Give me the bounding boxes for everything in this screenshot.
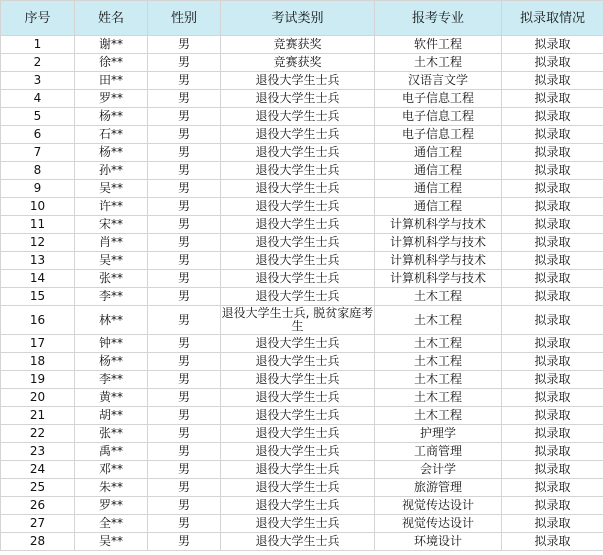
cell-index: 28 xyxy=(1,533,75,551)
cell-name: 林** xyxy=(75,306,148,335)
header-major: 报考专业 xyxy=(375,1,502,36)
cell-gender: 男 xyxy=(148,90,221,108)
table-header xyxy=(1,1,603,36)
cell-exam-category: 退役大学生士兵 xyxy=(221,198,375,216)
cell-exam-category: 退役大学生士兵, 脱贫家庭考生 xyxy=(221,306,374,333)
cell-major: 护理学 xyxy=(375,425,502,443)
cell-index: 24 xyxy=(1,461,75,479)
cell-exam-category: 退役大学生士兵 xyxy=(221,252,375,270)
cell-gender: 男 xyxy=(148,126,221,144)
cell-exam-category: 退役大学生士兵 xyxy=(221,90,375,108)
cell-major: 计算机科学与技术 xyxy=(375,234,502,252)
cell-major: 计算机科学与技术 xyxy=(375,216,502,234)
cell-exam-category: 退役大学生士兵 xyxy=(221,216,375,234)
cell-index: 16 xyxy=(1,306,75,335)
cell-gender: 男 xyxy=(148,198,221,216)
header-admission-status: 拟录取情况 xyxy=(502,1,603,36)
cell-major: 土木工程 xyxy=(375,389,502,407)
table-row xyxy=(1,425,603,443)
cell-gender: 男 xyxy=(148,54,221,72)
cell-admission-status: 拟录取 xyxy=(502,497,603,515)
cell-major: 计算机科学与技术 xyxy=(375,252,502,270)
cell-gender: 男 xyxy=(148,180,221,198)
cell-index: 9 xyxy=(1,180,75,198)
table-row xyxy=(1,515,603,533)
cell-name: 张** xyxy=(75,270,148,288)
cell-exam-category: 退役大学生士兵 xyxy=(221,72,375,90)
cell-name: 罗** xyxy=(75,497,148,515)
cell-index: 5 xyxy=(1,108,75,126)
cell-exam-category: 竞赛获奖 xyxy=(221,54,375,72)
cell-index: 14 xyxy=(1,270,75,288)
cell-major: 土木工程 xyxy=(375,288,502,306)
cell-gender: 男 xyxy=(148,144,221,162)
cell-name: 石** xyxy=(75,126,148,144)
cell-exam-category: 退役大学生士兵 xyxy=(221,335,375,353)
cell-exam-category: 退役大学生士兵 xyxy=(221,479,375,497)
cell-gender: 男 xyxy=(148,234,221,252)
header-index: 序号 xyxy=(1,1,75,36)
cell-index: 22 xyxy=(1,425,75,443)
table-row xyxy=(1,497,603,515)
table-row xyxy=(1,90,603,108)
cell-admission-status: 拟录取 xyxy=(502,72,603,90)
cell-name: 李** xyxy=(75,371,148,389)
cell-gender: 男 xyxy=(148,479,221,497)
cell-index: 27 xyxy=(1,515,75,533)
cell-admission-status: 拟录取 xyxy=(502,389,603,407)
cell-exam-category: 退役大学生士兵 xyxy=(221,443,375,461)
cell-admission-status: 拟录取 xyxy=(502,533,603,551)
cell-index: 2 xyxy=(1,54,75,72)
cell-major: 通信工程 xyxy=(375,180,502,198)
cell-gender: 男 xyxy=(148,162,221,180)
cell-admission-status: 拟录取 xyxy=(502,288,603,306)
cell-index: 1 xyxy=(1,36,75,54)
cell-admission-status: 拟录取 xyxy=(502,461,603,479)
cell-name: 吴** xyxy=(75,180,148,198)
cell-name: 胡** xyxy=(75,407,148,425)
cell-gender: 男 xyxy=(148,288,221,306)
table-row xyxy=(1,461,603,479)
cell-name: 张** xyxy=(75,425,148,443)
cell-exam-category: 退役大学生士兵 xyxy=(221,533,375,551)
table-row xyxy=(1,407,603,425)
table-row xyxy=(1,479,603,497)
cell-exam-category: 退役大学生士兵 xyxy=(221,497,375,515)
table-row xyxy=(1,234,603,252)
cell-name: 宋** xyxy=(75,216,148,234)
cell-gender: 男 xyxy=(148,515,221,533)
cell-gender: 男 xyxy=(148,425,221,443)
cell-name: 杨** xyxy=(75,353,148,371)
table-row xyxy=(1,371,603,389)
cell-gender: 男 xyxy=(148,72,221,90)
cell-gender: 男 xyxy=(148,353,221,371)
cell-index: 15 xyxy=(1,288,75,306)
cell-name: 杨** xyxy=(75,108,148,126)
cell-exam-category: 退役大学生士兵 xyxy=(221,371,375,389)
table-row xyxy=(1,108,603,126)
cell-gender: 男 xyxy=(148,407,221,425)
cell-admission-status: 拟录取 xyxy=(502,479,603,497)
cell-admission-status: 拟录取 xyxy=(502,180,603,198)
cell-name: 肖** xyxy=(75,234,148,252)
cell-exam-category: 退役大学生士兵 xyxy=(221,108,375,126)
table-row xyxy=(1,443,603,461)
header-gender: 性别 xyxy=(148,1,221,36)
cell-major: 通信工程 xyxy=(375,198,502,216)
table-row xyxy=(1,36,603,54)
cell-name: 钟** xyxy=(75,335,148,353)
cell-admission-status: 拟录取 xyxy=(502,252,603,270)
cell-gender: 男 xyxy=(148,443,221,461)
cell-name: 罗** xyxy=(75,90,148,108)
cell-name: 吴** xyxy=(75,252,148,270)
table-row xyxy=(1,335,603,353)
cell-gender: 男 xyxy=(148,389,221,407)
cell-admission-status: 拟录取 xyxy=(502,216,603,234)
cell-exam-category: 退役大学生士兵 xyxy=(221,407,375,425)
cell-index: 26 xyxy=(1,497,75,515)
cell-major: 视觉传达设计 xyxy=(375,515,502,533)
table-row xyxy=(1,144,603,162)
cell-name: 徐** xyxy=(75,54,148,72)
cell-index: 6 xyxy=(1,126,75,144)
cell-admission-status: 拟录取 xyxy=(502,407,603,425)
cell-exam-category: 退役大学生士兵 xyxy=(221,144,375,162)
cell-major: 通信工程 xyxy=(375,162,502,180)
table-row xyxy=(1,288,603,306)
table-row xyxy=(1,198,603,216)
cell-major: 土木工程 xyxy=(375,371,502,389)
cell-admission-status: 拟录取 xyxy=(502,371,603,389)
cell-index: 13 xyxy=(1,252,75,270)
header-name: 姓名 xyxy=(75,1,148,36)
cell-gender: 男 xyxy=(148,335,221,353)
cell-exam-category: 竞赛获奖 xyxy=(221,36,375,54)
cell-admission-status: 拟录取 xyxy=(502,234,603,252)
cell-name: 田** xyxy=(75,72,148,90)
cell-gender: 男 xyxy=(148,371,221,389)
table-row xyxy=(1,54,603,72)
table-row xyxy=(1,389,603,407)
table-row xyxy=(1,270,603,288)
cell-major: 电子信息工程 xyxy=(375,90,502,108)
cell-exam-category: 退役大学生士兵 xyxy=(221,389,375,407)
cell-index: 8 xyxy=(1,162,75,180)
cell-gender: 男 xyxy=(148,461,221,479)
cell-admission-status: 拟录取 xyxy=(502,54,603,72)
cell-name: 邓** xyxy=(75,461,148,479)
cell-index: 25 xyxy=(1,479,75,497)
cell-index: 7 xyxy=(1,144,75,162)
cell-major: 视觉传达设计 xyxy=(375,497,502,515)
cell-exam-category: 退役大学生士兵 xyxy=(221,288,375,306)
header-row xyxy=(1,1,603,36)
table-row xyxy=(1,306,603,335)
cell-exam-category: 退役大学生士兵 xyxy=(221,353,375,371)
cell-name: 李** xyxy=(75,288,148,306)
cell-admission-status: 拟录取 xyxy=(502,425,603,443)
cell-major: 土木工程 xyxy=(375,54,502,72)
cell-major: 通信工程 xyxy=(375,144,502,162)
cell-index: 18 xyxy=(1,353,75,371)
table-body xyxy=(1,36,603,551)
cell-exam-category: 退役大学生士兵 xyxy=(221,126,375,144)
cell-admission-status: 拟录取 xyxy=(502,335,603,353)
cell-gender: 男 xyxy=(148,306,221,335)
cell-index: 11 xyxy=(1,216,75,234)
cell-exam-category: 退役大学生士兵 xyxy=(221,425,375,443)
cell-index: 10 xyxy=(1,198,75,216)
cell-admission-status: 拟录取 xyxy=(502,198,603,216)
header-exam-category: 考试类别 xyxy=(221,1,375,36)
cell-admission-status: 拟录取 xyxy=(502,515,603,533)
cell-name: 谢** xyxy=(75,36,148,54)
cell-exam-category: 退役大学生士兵 xyxy=(221,234,375,252)
cell-index: 19 xyxy=(1,371,75,389)
cell-major: 会计学 xyxy=(375,461,502,479)
table-row xyxy=(1,162,603,180)
cell-index: 23 xyxy=(1,443,75,461)
cell-major: 电子信息工程 xyxy=(375,108,502,126)
table-row xyxy=(1,353,603,371)
cell-admission-status: 拟录取 xyxy=(502,108,603,126)
cell-major: 土木工程 xyxy=(375,407,502,425)
cell-index: 17 xyxy=(1,335,75,353)
cell-name: 禹** xyxy=(75,443,148,461)
table-row xyxy=(1,533,603,551)
cell-major: 软件工程 xyxy=(375,36,502,54)
cell-admission-status: 拟录取 xyxy=(502,144,603,162)
cell-exam-category: 退役大学生士兵 xyxy=(221,515,375,533)
cell-gender: 男 xyxy=(148,533,221,551)
cell-exam-category: 退役大学生士兵 xyxy=(221,461,375,479)
cell-name: 全** xyxy=(75,515,148,533)
cell-major: 汉语言文学 xyxy=(375,72,502,90)
cell-gender: 男 xyxy=(148,108,221,126)
cell-major: 计算机科学与技术 xyxy=(375,270,502,288)
cell-gender: 男 xyxy=(148,497,221,515)
cell-major: 旅游管理 xyxy=(375,479,502,497)
cell-exam-category: 退役大学生士兵 xyxy=(221,180,375,198)
cell-index: 12 xyxy=(1,234,75,252)
cell-admission-status: 拟录取 xyxy=(502,126,603,144)
cell-name: 黄** xyxy=(75,389,148,407)
cell-name: 杨** xyxy=(75,144,148,162)
cell-major: 土木工程 xyxy=(375,306,502,335)
table-row xyxy=(1,126,603,144)
cell-major: 土木工程 xyxy=(375,353,502,371)
table-row xyxy=(1,252,603,270)
cell-admission-status: 拟录取 xyxy=(502,90,603,108)
cell-admission-status: 拟录取 xyxy=(502,306,603,335)
cell-admission-status: 拟录取 xyxy=(502,353,603,371)
cell-index: 3 xyxy=(1,72,75,90)
cell-admission-status: 拟录取 xyxy=(502,36,603,54)
cell-major: 土木工程 xyxy=(375,335,502,353)
table-row xyxy=(1,72,603,90)
cell-admission-status: 拟录取 xyxy=(502,162,603,180)
cell-name: 吴** xyxy=(75,533,148,551)
cell-index: 20 xyxy=(1,389,75,407)
cell-exam-category: 退役大学生士兵 xyxy=(221,162,375,180)
cell-index: 4 xyxy=(1,90,75,108)
cell-gender: 男 xyxy=(148,252,221,270)
cell-admission-status: 拟录取 xyxy=(502,443,603,461)
table-row xyxy=(1,216,603,234)
cell-name: 许** xyxy=(75,198,148,216)
cell-gender: 男 xyxy=(148,36,221,54)
cell-admission-status: 拟录取 xyxy=(502,270,603,288)
cell-gender: 男 xyxy=(148,216,221,234)
cell-major: 电子信息工程 xyxy=(375,126,502,144)
table-row xyxy=(1,180,603,198)
cell-major: 工商管理 xyxy=(375,443,502,461)
cell-exam-category: 退役大学生士兵 xyxy=(221,270,375,288)
cell-name: 孙** xyxy=(75,162,148,180)
cell-gender: 男 xyxy=(148,270,221,288)
cell-index: 21 xyxy=(1,407,75,425)
cell-major: 环境设计 xyxy=(375,533,502,551)
cell-name: 朱** xyxy=(75,479,148,497)
